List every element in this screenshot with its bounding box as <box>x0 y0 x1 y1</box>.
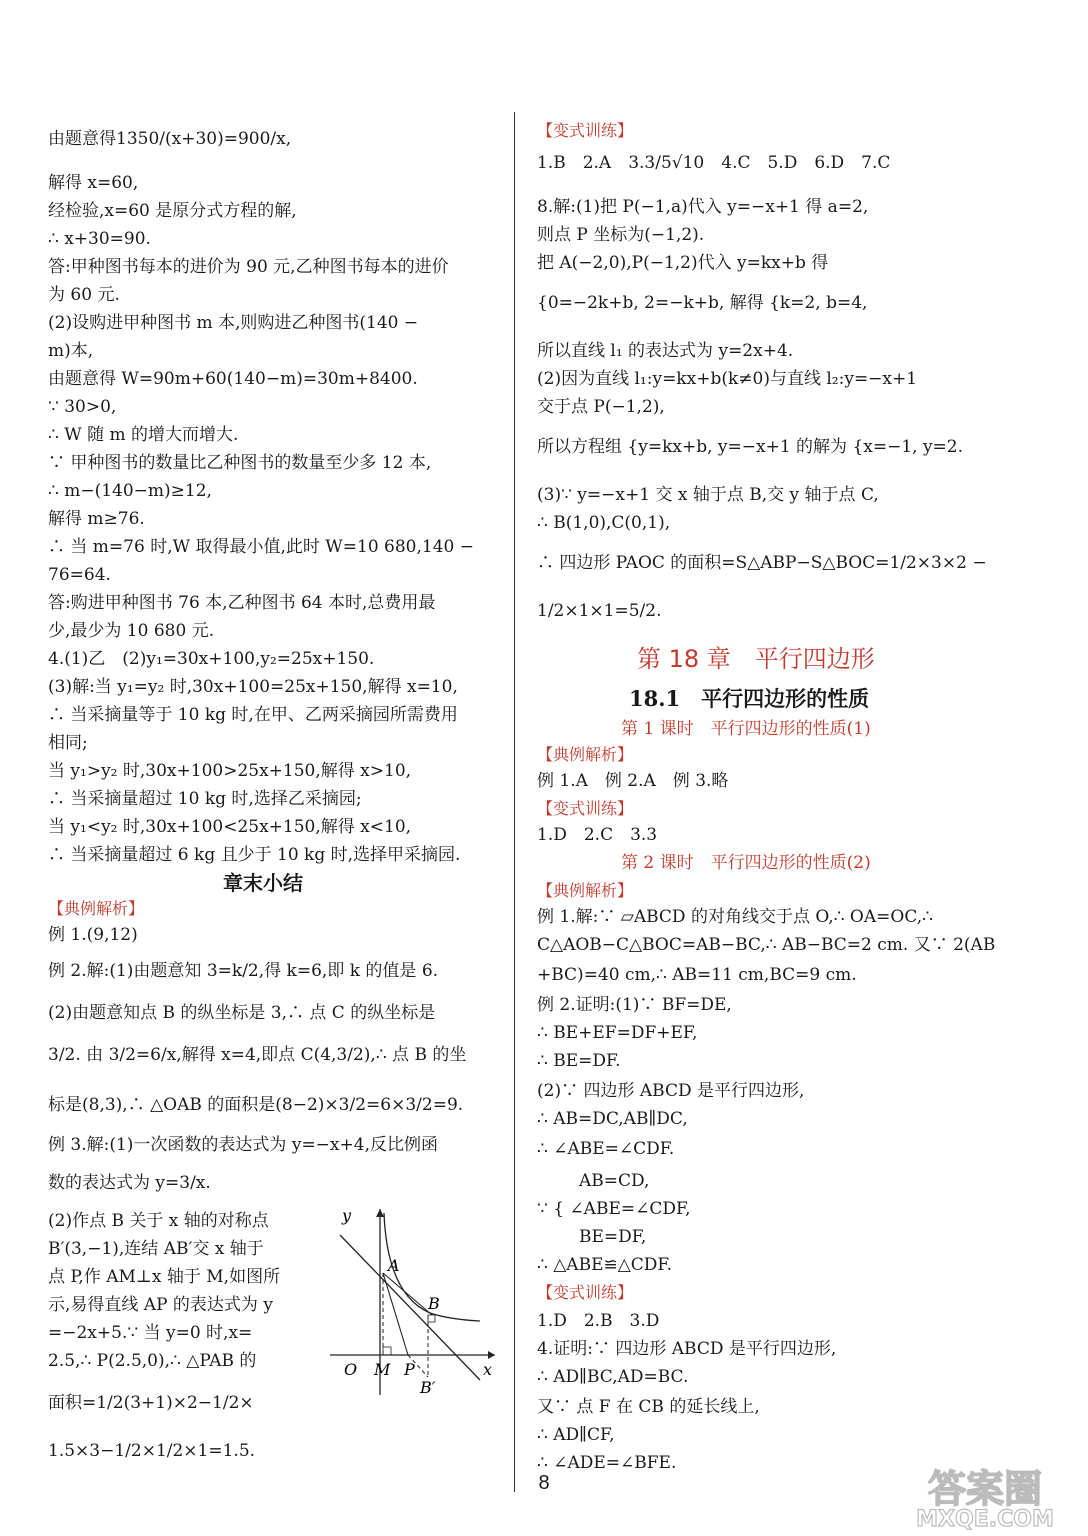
left-line-24: 当 y₁<y₂ 时,30x+100<25x+150,解得 x<10, <box>48 817 412 837</box>
left-line-17: 少,最少为 10 680 元. <box>48 621 215 641</box>
function-graph-figure <box>320 1205 500 1395</box>
left-line-26: 章末小结 <box>223 871 303 895</box>
left-line-40: 2.5,∴ P(2.5,0),∴ △PAB 的 <box>48 1351 257 1371</box>
right-line-18: 例 1.A 例 2.A 例 3.略 <box>537 771 729 791</box>
page-number: 8 <box>538 1472 550 1494</box>
right-line-20: 1.D 2.C 3.3 <box>537 825 658 845</box>
right-line-24: C△AOB−C△BOC=AB−BC,∴ AB−BC=2 cm. 又∵ 2(AB <box>537 935 996 955</box>
right-line-21: 第 2 课时 平行四边形的性质(2) <box>621 853 871 873</box>
right-line-10: (3)∵ y=−x+1 交 x 轴于点 B,交 y 轴于点 C, <box>537 485 879 505</box>
left-line-34: 数的表达式为 y=3/x. <box>48 1173 211 1193</box>
fig-label-m: M <box>374 1360 391 1379</box>
left-line-27: 【典例解析】 <box>48 899 145 918</box>
left-line-9: ∵ 30>0, <box>48 397 117 417</box>
left-line-3: ∴ x+30=90. <box>48 229 151 249</box>
right-line-26: 例 2.证明:(1)∵ BF=DE, <box>537 995 732 1015</box>
watermark-site: MXQE.COM <box>916 1507 1054 1530</box>
right-line-2: 8.解:(1)把 P(−1,a)代入 y=−x+1 得 a=2, <box>537 197 869 217</box>
column-divider <box>514 112 515 1492</box>
right-line-28: ∴ BE=DF. <box>537 1051 621 1071</box>
right-line-30: ∴ AB=DC,AB∥DC, <box>537 1109 688 1129</box>
watermark-text: 答案圈 <box>927 1467 1043 1511</box>
left-line-18: 4.(1)乙 (2)y₁=30x+100,y₂=25x+150. <box>48 649 375 669</box>
left-line-16: 答:购进甲种图书 76 本,乙种图书 64 本时,总费用最 <box>48 593 436 613</box>
right-line-23: 例 1.解:∵ ▱ABCD 的对角线交于点 O,∴ OA=OC,∴ <box>537 907 933 927</box>
right-line-37: 1.D 2.B 3.D <box>537 1311 660 1331</box>
fig-label-y: y <box>342 1206 352 1225</box>
left-line-22: 当 y₁>y₂ 时,30x+100>25x+150,解得 x>10, <box>48 761 412 781</box>
left-line-25: ∴ 当采摘量超过 6 kg 且少于 10 kg 时,选择甲采摘园. <box>48 845 461 865</box>
right-line-14: 第 18 章 平行四边形 <box>637 645 875 673</box>
right-line-39: ∴ AD∥BC,AD=BC. <box>537 1367 689 1387</box>
left-line-13: 解得 m≥76. <box>48 509 145 529</box>
left-line-10: ∴ W 随 m 的增大而增大. <box>48 425 239 445</box>
left-line-5: 为 60 元. <box>48 285 120 305</box>
right-line-27: ∴ BE+EF=DF+EF, <box>537 1023 698 1043</box>
right-line-9: 所以方程组 {y=kx+b, y=−x+1 的解为 {x=−1, y=2. <box>537 437 964 457</box>
right-line-4: 把 A(−2,0),P(−1,2)代入 y=kx+b 得 <box>537 253 829 273</box>
right-line-0: 【变式训练】 <box>537 121 634 140</box>
right-line-22: 【典例解析】 <box>537 881 634 900</box>
right-line-12: ∴ 四边形 PAOC 的面积=S△ABP−S△BOC=1/2×3×2 − <box>537 553 987 573</box>
left-line-2: 经检验,x=60 是原分式方程的解, <box>48 201 297 221</box>
right-line-13: 1/2×1×1=5/2. <box>537 601 662 621</box>
right-line-42: ∴ ∠ADE=∠BFE. <box>537 1453 677 1473</box>
left-line-0: 由题意得1350/(x+30)=900/x, <box>48 129 292 149</box>
right-line-16: 第 1 课时 平行四边形的性质(1) <box>621 719 871 739</box>
left-line-28: 例 1.(9,12) <box>48 925 138 945</box>
left-line-23: ∴ 当采摘量超过 10 kg 时,选择乙采摘园; <box>48 789 362 809</box>
left-line-31: 3/2. 由 3/2=6/x,解得 x=4,即点 C(4,3/2),∴ 点 B 的坐 <box>48 1045 467 1065</box>
left-line-20: ∴ 当采摘量等于 10 kg 时,在甲、乙两采摘园所需费用 <box>48 705 458 725</box>
watermark-logo <box>890 1462 1080 1530</box>
right-line-29: (2)∵ 四边形 ABCD 是平行四边形, <box>537 1081 805 1101</box>
left-line-4: 答:甲种图书每本的进价为 90 元,乙种图书每本的进价 <box>48 257 449 277</box>
left-line-38: 示,易得直线 AP 的表达式为 y <box>48 1295 273 1315</box>
left-line-41: 面积=1/2(3+1)×2−1/2× <box>48 1393 254 1413</box>
left-line-29: 例 2.解:(1)由题意知 3=k/2,得 k=6,即 k 的值是 6. <box>48 961 439 981</box>
fig-label-a: A <box>388 1256 400 1275</box>
right-line-5: {0=−2k+b, 2=−k+b, 解得 {k=2, b=4, <box>537 293 868 313</box>
right-line-33: ∵ { ∠ABE=∠CDF, <box>537 1199 691 1219</box>
right-line-19: 【变式训练】 <box>537 799 634 818</box>
left-line-19: (3)解:当 y₁=y₂ 时,30x+100=25x+150,解得 x=10, <box>48 677 458 697</box>
left-line-6: (2)设购进甲种图书 m 本,则购进乙种图书(140 − <box>48 313 419 333</box>
right-line-15: 18.1 平行四边形的性质 <box>629 686 870 711</box>
fig-label-p: P <box>404 1360 415 1379</box>
right-line-8: 交于点 P(−1,2), <box>537 397 665 417</box>
fig-label-o: O <box>344 1360 358 1379</box>
left-line-35: (2)作点 B 关于 x 轴的对称点 <box>48 1211 269 1231</box>
left-line-1: 解得 x=60, <box>48 173 139 193</box>
right-line-41: ∴ AD∥CF, <box>537 1425 615 1445</box>
left-line-39: =−2x+5.∵ 当 y=0 时,x= <box>48 1323 253 1343</box>
left-line-42: 1.5×3−1/2×1/2×1=1.5. <box>48 1441 256 1461</box>
left-line-32: 标是(8,3),∴ △OAB 的面积是(8−2)×3/2=6×3/2=9. <box>48 1095 464 1115</box>
right-line-7: (2)因为直线 l₁:y=kx+b(k≠0)与直线 l₂:y=−x+1 <box>537 369 918 389</box>
right-line-34: BE=DF, <box>579 1227 647 1247</box>
left-line-37: 点 P,作 AM⊥x 轴于 M,如图所 <box>48 1267 281 1287</box>
left-line-11: ∵ 甲种图书的数量比乙种图书的数量至少多 12 本, <box>48 453 432 473</box>
right-line-40: 又∵ 点 F 在 CB 的延长线上, <box>537 1397 760 1417</box>
left-line-21: 相同; <box>48 733 88 753</box>
fig-label-x: x <box>483 1360 493 1379</box>
right-line-17: 【典例解析】 <box>537 745 634 764</box>
left-line-12: ∴ m−(140−m)≥12, <box>48 481 212 501</box>
right-line-25: +BC)=40 cm,∴ AB=11 cm,BC=9 cm. <box>537 965 857 985</box>
left-line-36: B′(3,−1),连结 AB′交 x 轴于 <box>48 1239 264 1259</box>
fig-label-bprime: B′ <box>420 1378 436 1395</box>
right-line-6: 所以直线 l₁ 的表达式为 y=2x+4. <box>537 341 794 361</box>
left-line-30: (2)由题意知点 B 的纵坐标是 3,∴ 点 C 的纵坐标是 <box>48 1003 436 1023</box>
left-line-33: 例 3.解:(1)一次函数的表达式为 y=−x+4,反比例函 <box>48 1135 438 1155</box>
fig-label-b: B <box>428 1294 440 1313</box>
right-line-35: ∴ △ABE≌△CDF. <box>537 1255 672 1275</box>
left-line-14: ∴ 当 m=76 时,W 取得最小值,此时 W=10 680,140 − <box>48 537 474 557</box>
right-line-31: ∴ ∠ABE=∠CDF. <box>537 1139 675 1159</box>
right-line-1: 1.B 2.A 3.3/5√10 4.C 5.D 6.D 7.C <box>537 153 891 173</box>
right-line-36: 【变式训练】 <box>537 1283 634 1302</box>
left-line-7: m)本, <box>48 341 94 361</box>
right-line-3: 则点 P 坐标为(−1,2). <box>537 225 705 245</box>
right-line-32: AB=CD, <box>579 1171 650 1191</box>
left-line-8: 由题意得 W=90m+60(140−m)=30m+8400. <box>48 369 418 389</box>
right-line-38: 4.证明:∵ 四边形 ABCD 是平行四边形, <box>537 1339 837 1359</box>
right-line-11: ∴ B(1,0),C(0,1), <box>537 513 671 533</box>
left-line-15: 76=64. <box>48 565 111 585</box>
